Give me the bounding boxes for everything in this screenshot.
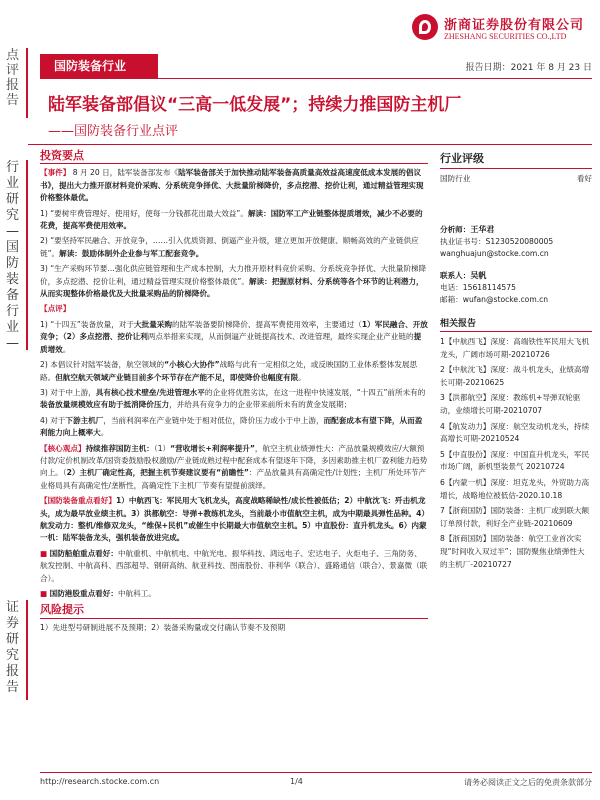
analyst-label: 分析师： <box>440 225 471 234</box>
watch-label: 国防港股重点看好： <box>49 589 118 598</box>
comment-number: 2) <box>40 360 48 370</box>
bullet-icon: ■ <box>40 589 48 598</box>
core-view-text: （1） <box>153 443 171 453</box>
comment-number: 1) <box>40 319 48 329</box>
point-number: 2) <box>40 236 48 246</box>
footer-disclaimer: 请务必阅读正文之后的免责条款部分 <box>464 778 592 787</box>
point-bold: 国防军工产业链整体提质增效，减少不必要的花费，提高军费使用效率。 <box>40 208 423 231</box>
watch-text: 中航科工。 <box>117 589 156 598</box>
watch-label: 国防船舶重点看好： <box>49 548 118 558</box>
title-divider <box>28 144 592 145</box>
main-content <box>40 150 428 637</box>
point-3 <box>40 263 428 300</box>
event-bold: 陆军装备部关于加快推动陆军装备高质量高效益高速度低成本发展的倡议书 <box>40 168 422 190</box>
point-1 <box>40 208 428 233</box>
comment-text: 的企业将优胜劣汰，在这一进程中快速发展，“十四五”前所未有的 <box>204 387 426 397</box>
company-name-en: ZHESHANG SECURITIES CO.,LTD <box>444 32 567 41</box>
comment-tag: 【点评】 <box>40 304 71 314</box>
related-report-item[interactable]: 1【中航西飞】深度：高端铁性军民用大飞机龙头，广阔市场可期-20210726 <box>440 337 590 359</box>
comment-text: 。 <box>100 428 109 438</box>
core-view-text: ，航空主机业绩弹性大：产品放量规模效应/大额预付款/定价机制改革/国资委鼓励股权激励/产业链成熟过程中配套成本有望逐年下降，多因素助推主机厂盈利能力趋势向上。（ <box>40 443 428 478</box>
contact-email[interactable]: 邮箱：wufan@stocke.com.cn <box>440 295 549 304</box>
related-report-item[interactable]: 8【浙商国防】国防装备：航空工业首次实现“时间收入双过半”；国防聚焦业绩弹性大的主机厂-20210727 <box>440 534 585 569</box>
footer-divider <box>40 772 592 773</box>
contact-name: 吴帆 <box>470 271 487 280</box>
related-report-item[interactable]: 5【中直股份】深度：中国直升机龙头，军民市场广阔，新机型装景气 20210724 <box>440 449 590 472</box>
comment-bold: 1）军民融合、开放竞争；（2）多点挖潜、挖价让利 <box>40 319 428 342</box>
risk-text: 1）先进型号研制进展不及预期；2）装备采购量或交付确认节奏不及预期 <box>40 622 286 632</box>
header-divider <box>40 78 592 79</box>
analyst-block <box>440 224 592 306</box>
watch-text: 中航重机、中航机电、中航光电、振华科技、鸿远电子、宏达电子、火炬电子、三角防务、航发控制、中航高科、西部超导、钢研高纳、航亚科技、图南股份、菲利华（联合）、盛路通信（联合）、景嘉微（联合）。 <box>40 548 428 583</box>
watch-item-2 <box>40 588 428 600</box>
analyst-name: 王华君 <box>470 225 495 234</box>
bullet-icon: ■ <box>40 548 48 558</box>
comment-2 <box>40 359 428 384</box>
comment-4 <box>40 415 428 440</box>
comment-number: 4) <box>40 415 48 425</box>
comment-text: 。 <box>298 372 306 382</box>
point-text: “生产采购环节要…强化供应链管理和生产成本控制，大力推开原材料竞价采购、分系统竞争择优、大批量阶梯降价，多点挖潜、挖价让利，通过精益管理实现价格整体最优”。 <box>40 264 427 286</box>
core-view-bold: 持续推荐国防主机： <box>85 443 154 453</box>
point-label: 解读： <box>59 248 82 258</box>
point-label: 解读： <box>248 276 272 286</box>
related-report-item[interactable]: 2【中航沈飞】深度：战斗机龙头，业绩高增长可期-20210625 <box>440 365 590 387</box>
comment-text: 战略与此有一定相似之处，或反映国防工业体系整体发展思路。 <box>40 360 418 382</box>
side-label-securities: 证券研究报告 <box>6 600 20 695</box>
core-view-bold: 2）主机厂确定性高，把握主机节奏建议要有“前瞻性” <box>66 468 249 478</box>
side-label-industry: 行业研究—国防装备行业— <box>6 160 20 351</box>
analyst-cert: 执业证书号：S1230520080005 <box>440 237 554 246</box>
related-report-item[interactable]: 4【航发动力】深度：航空发动机龙头，持续高增长可期-20210524 <box>440 421 590 444</box>
rating-value: 看好 <box>576 174 592 183</box>
report-type-label: 点评报告 <box>6 48 20 108</box>
core-view-paragraph <box>40 443 428 493</box>
comment-bold: 具有核心技术壁垒/先进管理水平 <box>95 387 205 397</box>
company-name-cn: 浙商证券股份有限公司 <box>444 18 585 33</box>
comment-text: ，并给具有竞争力的企业带来前所未有的黄金发展期； <box>169 400 352 410</box>
related-report-item[interactable]: 3【洪都航空】深度：教练机+导弹双轮驱动，业绩增长可期-20210707 <box>440 393 581 415</box>
focus-text: 1）中航西飞：军民用大飞机龙头，高度战略稀缺性/成长性被低估；2）中航沈飞：歼击机龙头，成为最早放业绩主机。3）洪都航空：导弹+教练机龙头，当前最小市值航空主机，成为中期最具弹性品种。4）航发动力：整机/维修双龙头，“维保+民机”或催生中长期最大市值航空主机。5）中直股份：直升机龙头。6）内蒙一机：陆军装备龙头，强机装备放进完成。 <box>40 496 427 543</box>
company-logo <box>412 10 592 48</box>
page-number: 1/4 <box>290 777 303 786</box>
contact-label: 联系人： <box>440 271 471 280</box>
focus-tag: 【国防装备重点看好】 <box>40 496 116 506</box>
rating-row <box>440 173 592 184</box>
focus-paragraph <box>40 495 428 545</box>
comment-text: 两点举措来实现，从而倒逼产业链提高技术、改进管理，最终实现企业产业链的 <box>147 332 414 342</box>
comment-text: 的陆军装备要阶梯降价、提高军费使用效率，主要通过（ <box>172 319 362 329</box>
comment-bold: “小核心大协作” <box>164 360 220 370</box>
comment-1 <box>40 319 428 356</box>
watch-item-1 <box>40 548 428 585</box>
side-accent-bar <box>26 48 28 118</box>
point-number: 3) <box>40 264 48 274</box>
point-label: 解读： <box>247 208 271 218</box>
comment-bold: 提质增效 <box>40 332 422 354</box>
event-tail: 》，提出大力推开原材料竞价采购、分系统竞争择优、大批量阶梯降价，多点挖潜、挖价让利，通过精益管理实现价格整体最优。 <box>40 180 424 203</box>
point-2 <box>40 235 428 260</box>
comment-3 <box>40 387 428 412</box>
comment-text: ，当前利润率在产业链中处于相对低位，降价压力或小于中上游， <box>103 415 324 425</box>
analyst-email[interactable]: wanghuajun@stocke.com.cn <box>440 249 549 258</box>
event-text: 8 月 20 日，陆军装备部发布《 <box>72 168 179 178</box>
point-bold: 鼓励体制外企业参与军工配套竞争。 <box>81 248 204 258</box>
point-text: “要树牢费管理好、使用好，使每一分钱都花出最大效益”。 <box>50 208 248 218</box>
logo-mark-icon <box>412 14 438 40</box>
event-tag: 【事件】 <box>40 168 71 178</box>
page-title: 陆军装备部倡议“三高一低发展”；持续力推国防主机厂 <box>48 95 462 115</box>
comment-bold: 装备放量规模效应有助于抵消降价压力 <box>40 400 170 410</box>
section-investment-points: 投资要点 <box>40 150 428 164</box>
page-subtitle: ——国防装备行业点评 <box>48 124 179 139</box>
report-date: 报告日期：2021 年 8 月 23 日 <box>465 63 592 73</box>
point-text: “要坚持军民融合、开放竞争，……引入优质资源、倒逼产业升级，建立更加开放健康、顺畅高效的产业链供应链”。 <box>40 236 419 258</box>
right-sidebar <box>440 150 592 574</box>
related-report-item[interactable]: 7【浙商国防】国防装备：主机厂或到联大额订单预付款，利好全产业链-20210609 <box>440 506 590 528</box>
sector-tab: 国防装备行业 <box>40 54 158 78</box>
comment-text: 。 <box>62 344 71 354</box>
comment-bold: 大批量采购 <box>134 319 172 329</box>
point-number: 1) <box>40 208 48 218</box>
section-risk: 风险提示 <box>40 604 428 618</box>
side-accent-bar-3 <box>26 600 28 700</box>
rating-title: 行业评级 <box>440 150 592 169</box>
comment-number: 3) <box>40 387 48 397</box>
contact-phone: 电话：15618114575 <box>440 283 516 292</box>
comment-text: 对于中上游， <box>50 387 96 397</box>
point-bold: 把握原材料、分系统等各个环节的让利潜力，从而实现整体价格最优及大批量采购品的阶梯降价。 <box>40 276 424 299</box>
comment-text: 本倡议针对陆军装备，航空领域的 <box>50 360 165 370</box>
comment-bold: 但航空航天领域产业链目前多个环节存在产能不足，即使降价也幅度有限 <box>55 372 299 382</box>
core-view-tag: 【核心观点】 <box>40 443 86 453</box>
rating-sector: 国防行业 <box>440 174 471 183</box>
event-paragraph <box>40 167 428 204</box>
footer-url[interactable]: http://research.stocke.com.cn <box>40 777 160 786</box>
side-accent-bar-2 <box>26 160 28 350</box>
core-view-bold: “营收增长+利润率提升” <box>170 443 255 453</box>
comment-bold: 而配套成本有望下降，从而盈利能力向上概率大 <box>40 415 423 438</box>
comment-bold: 下游主机厂 <box>65 415 104 425</box>
related-report-item[interactable]: 6【内蒙一机】深度：坦克龙头，外贸助力高增长，战略地位被低估-2020.10.18 <box>440 477 590 500</box>
comment-text: “十四五”装备放量，对于 <box>50 319 135 329</box>
related-reports-title: 相关报告 <box>440 316 592 332</box>
core-view-text: ：产品放量具有高确定性/计划性；主机厂所处环节产业格局具有高确定性/垄断性，高确定性下主机厂节奏有望提前演绎。 <box>40 468 427 490</box>
comment-text: 对于 <box>50 415 66 425</box>
